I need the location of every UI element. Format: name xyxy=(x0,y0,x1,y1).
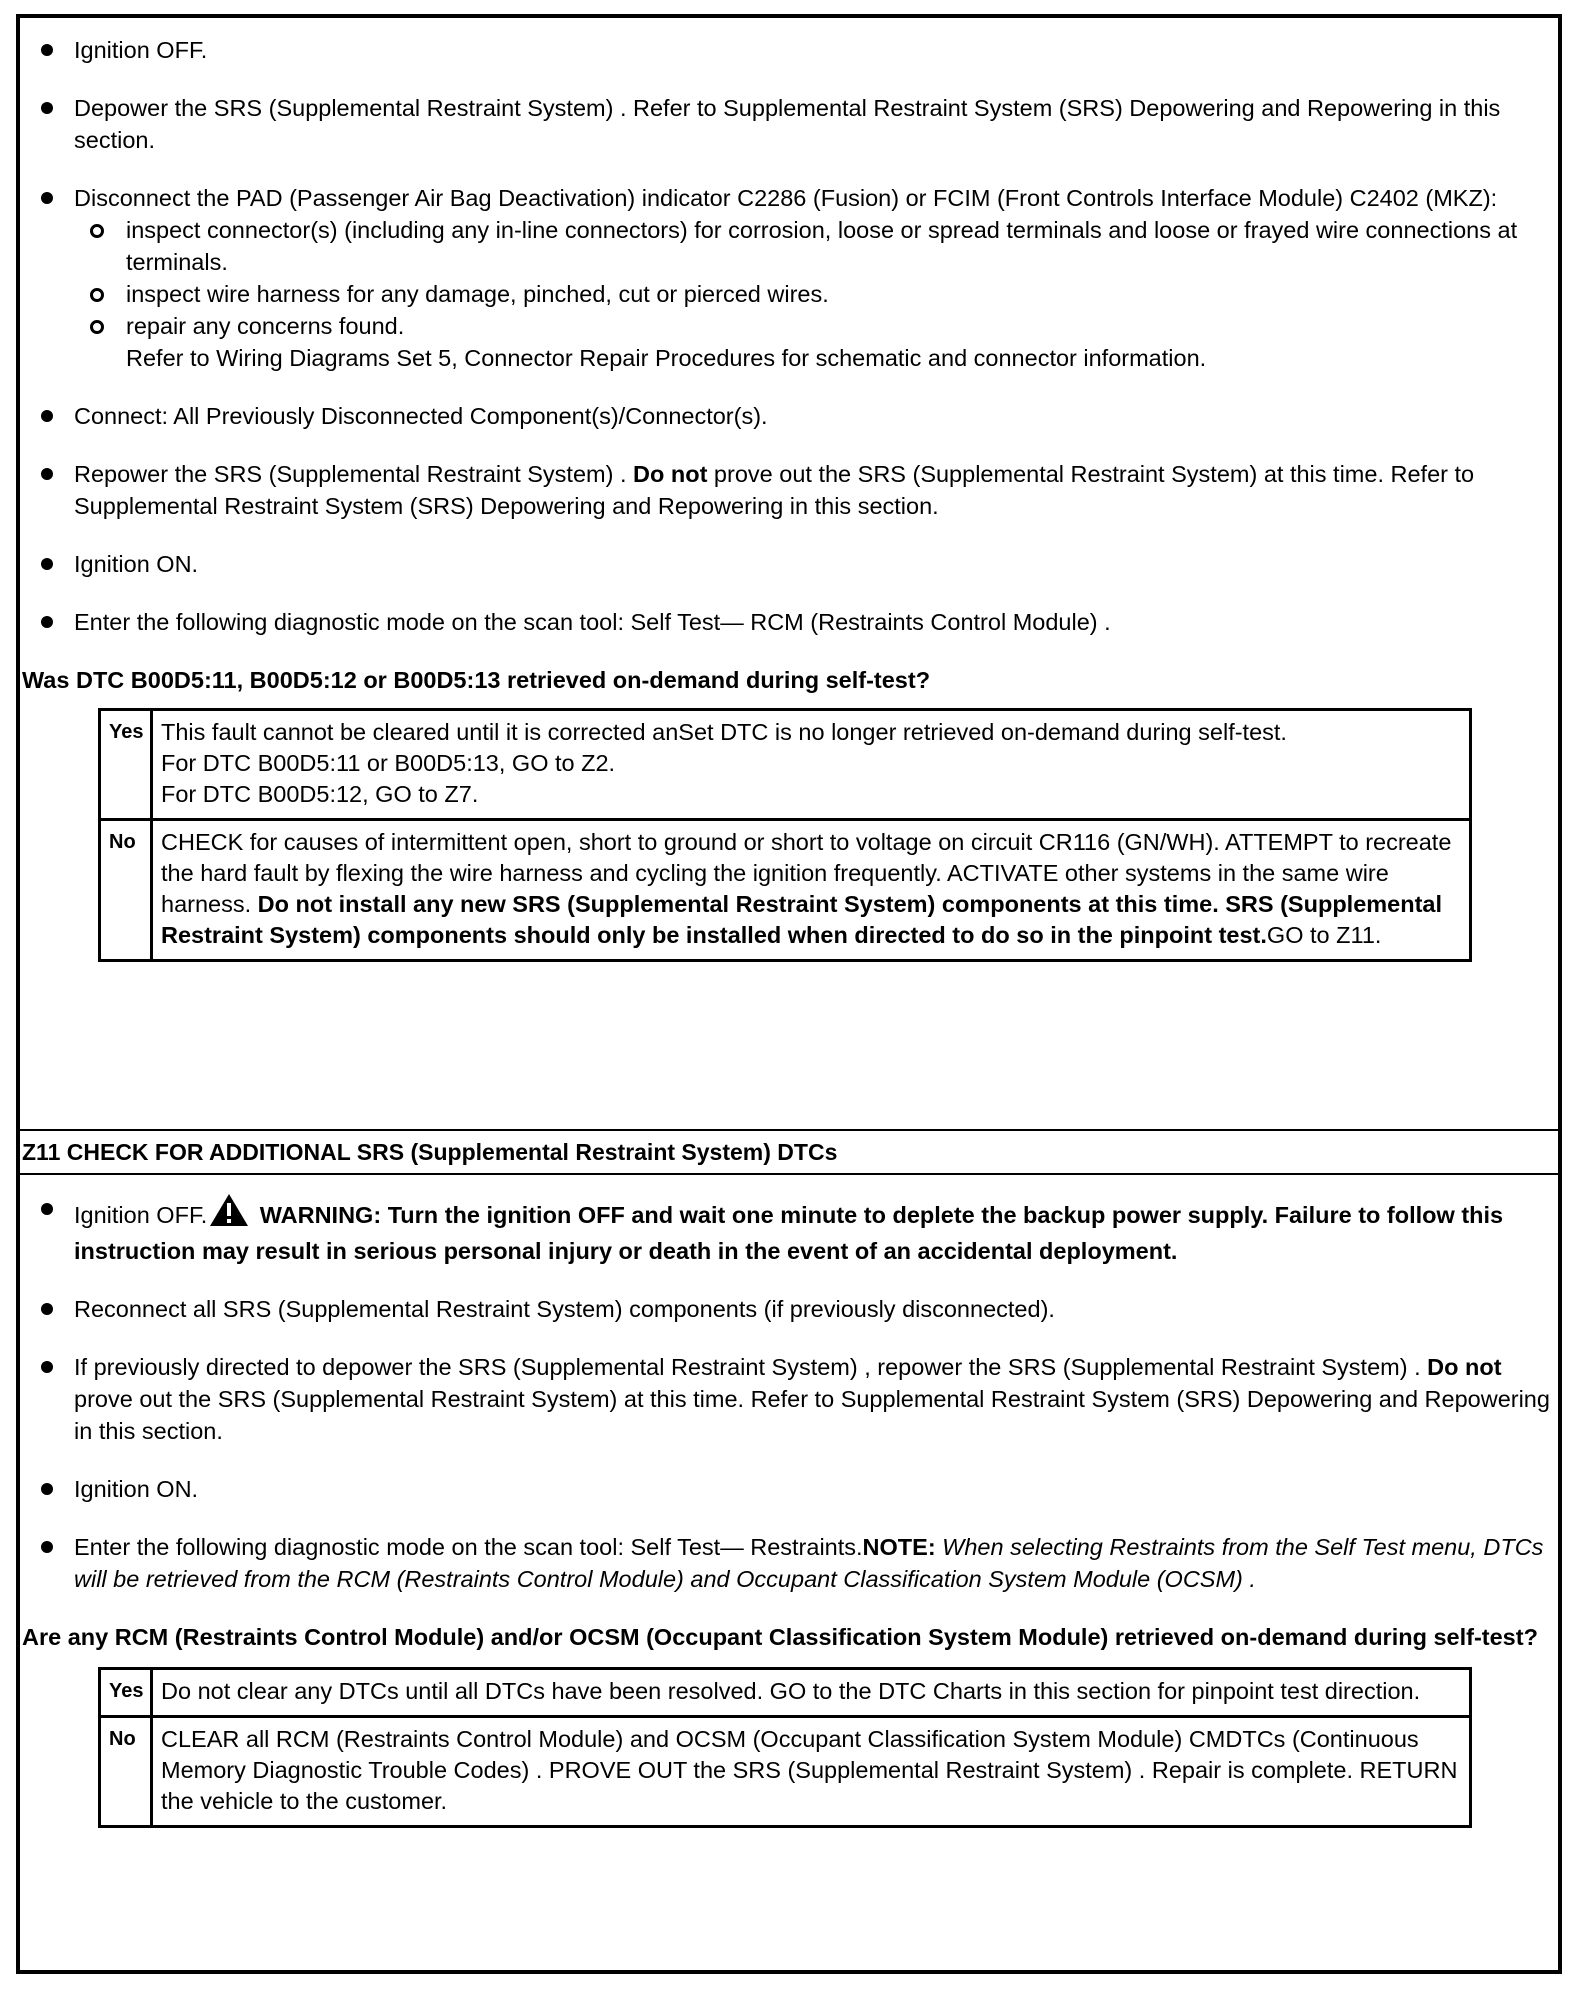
sub-item-text: repair any concerns found. xyxy=(126,313,405,339)
procedure-frame xyxy=(16,14,1562,1974)
answer-row-no xyxy=(100,820,1471,961)
warning-triangle-icon xyxy=(209,1193,249,1235)
bullet-text-pre: If previously directed to depower the SRS (Supplemental Restraint System) , repower the SRS (Supplemental Restraint System) . xyxy=(74,1354,1428,1380)
step-section-z11 xyxy=(20,1131,1558,1828)
answer-goto-z11[interactable]: GO to Z11. xyxy=(1266,922,1382,948)
bullet-repower-z11 xyxy=(20,1351,1558,1447)
bullet-icon xyxy=(41,558,53,570)
answer-row-yes xyxy=(100,1669,1471,1717)
bullet-icon xyxy=(41,102,53,114)
sub-item-text: inspect wire harness for any damage, pinched, cut or pierced wires. xyxy=(126,281,829,307)
bullet-ignition-on-z11 xyxy=(20,1473,1558,1505)
bullet-icon xyxy=(41,1303,53,1315)
bullet-icon xyxy=(41,1541,53,1553)
answer-table-1 xyxy=(98,708,1472,962)
bullet-ignition-off xyxy=(20,34,1558,66)
bullet-disconnect xyxy=(20,182,1558,374)
sub-item-repair xyxy=(74,310,1550,342)
answer-goto-z7[interactable]: For DTC B00D5:12, GO to Z7. xyxy=(161,781,479,807)
bullet-text: Connect: All Previously Disconnected Component(s)/Connector(s). xyxy=(74,403,768,429)
warning-text: WARNING: Turn the ignition OFF and wait one minute to deplete the backup power supply. Failure to follow this instruction may result in serious personal injury or death in the event of an accidental deployment. xyxy=(74,1202,1504,1264)
answer-goto-z2[interactable]: For DTC B00D5:11 or B00D5:13, GO to Z2. xyxy=(161,750,616,776)
wiring-diagram-reference[interactable]: Refer to Wiring Diagrams Set 5, Connector Repair Procedures for schematic and connector information. xyxy=(126,345,1207,371)
bullet-text-post: prove out the SRS (Supplemental Restraint System) at this time. Refer to Supplemental Restraint System (SRS) Depowering and Repowering in this section. xyxy=(74,461,1475,519)
bullet-warning xyxy=(20,1193,1558,1267)
step-header-z11: Z11 CHECK FOR ADDITIONAL SRS (Supplemental Restraint System) DTCs xyxy=(20,1131,1558,1175)
bullet-icon xyxy=(41,1203,53,1215)
bullet-icon xyxy=(41,410,53,422)
answer-no-text: CHECK for causes of intermittent open, short to ground or short to voltage on circuit CR116 (GN/WH). ATTEMPT to recreate the hard fault by flexing the wire harness and cycling the ignition frequently. ACTIVATE other systems in the same wire harness. xyxy=(161,829,1452,917)
bullet-icon xyxy=(41,44,53,56)
note-text: When selecting Restraints from the Self Test menu, DTCs will be retrieved from the RCM (Restraints Control Module) and Occupant Classification System Module (OCSM) . xyxy=(74,1534,1544,1592)
answer-label-yes: Yes xyxy=(100,1669,152,1717)
step-1-bullets xyxy=(20,34,1558,638)
bullet-text: Depower the SRS (Supplemental Restraint System) . Refer to Supplemental Restraint System (SRS) Depowering and Repowering in this section. xyxy=(74,95,1501,153)
bullet-text: Reconnect all SRS (Supplemental Restraint System) components (if previously disconnected). xyxy=(74,1296,1055,1322)
bullet-text-pre: Enter the following diagnostic mode on the scan tool: Self Test— Restraints. xyxy=(74,1534,863,1560)
bullet-text: Ignition ON. xyxy=(74,551,199,577)
bullet-text-bold: Do not xyxy=(1427,1354,1502,1380)
sub-bullet-icon xyxy=(90,320,104,334)
bullet-ignition-on xyxy=(20,548,1558,580)
bullet-self-test-restraints xyxy=(20,1531,1558,1595)
bullet-text: Disconnect the PAD (Passenger Air Bag Deactivation) indicator C2286 (Fusion) or FCIM (Front Controls Interface Module) C2402 (MKZ): xyxy=(74,185,1498,211)
bullet-reconnect xyxy=(20,1293,1558,1325)
question-1: Was DTC B00D5:11, B00D5:12 or B00D5:13 retrieved on-demand during self-test? xyxy=(22,667,931,693)
bullet-icon xyxy=(41,1361,53,1373)
answer-text-yes xyxy=(152,710,1471,820)
bullet-text: Enter the following diagnostic mode on the scan tool: Self Test— RCM (Restraints Control Module) . xyxy=(74,609,1111,635)
answer-row-yes xyxy=(100,710,1471,820)
answer-no-bold: Do not install any new SRS (Supplemental Restraint System) components at this time. SRS (Supplemental Restraint System) components should only be installed when directed to do so in the pinpoint test. xyxy=(161,891,1443,948)
bullet-self-test xyxy=(20,606,1558,638)
answer-text-no xyxy=(152,820,1471,961)
answer-label-yes: Yes xyxy=(100,710,152,820)
answer-label-no: No xyxy=(100,1717,152,1827)
bullet-icon xyxy=(41,1483,53,1495)
bullet-icon xyxy=(41,616,53,628)
sub-bullet-icon xyxy=(90,224,104,238)
bullet-text: Ignition OFF. xyxy=(74,37,208,63)
bullet-text-pre: Repower the SRS (Supplemental Restraint System) . xyxy=(74,461,634,487)
step-z11-bullets xyxy=(20,1193,1558,1595)
question-2: Are any RCM (Restraints Control Module) and/or OCSM (Occupant Classification System Module) retrieved on-demand during self-test? xyxy=(22,1624,1538,1650)
note-label: NOTE: xyxy=(862,1534,936,1560)
answer-row-no xyxy=(100,1717,1471,1827)
answer-text-no: CLEAR all RCM (Restraints Control Module) and OCSM (Occupant Classification System Module) CMDTCs (Continuous Memory Diagnostic Trouble Codes) . PROVE OUT the SRS (Supplemental Restraint System) . Repair is complete. RETURN the vehicle to the customer. xyxy=(152,1717,1471,1827)
sub-bullet-icon xyxy=(90,288,104,302)
bullet-text-bold: Do not xyxy=(633,461,708,487)
bullet-depower xyxy=(20,92,1558,156)
bullet-text: Ignition ON. xyxy=(74,1476,199,1502)
sub-item-connector xyxy=(74,214,1550,278)
inspect-sublist xyxy=(74,214,1550,342)
answer-table-2 xyxy=(98,1667,1472,1828)
answer-text-yes: Do not clear any DTCs until all DTCs have been resolved. GO to the DTC Charts in this section for pinpoint test direction. xyxy=(152,1669,1471,1717)
bullet-connect xyxy=(20,400,1558,432)
bullet-text: Ignition OFF. xyxy=(74,1202,208,1228)
bullet-repower xyxy=(20,458,1558,522)
sub-item-harness xyxy=(74,278,1550,310)
bullet-text-post: prove out the SRS (Supplemental Restraint System) at this time. Refer to Supplemental Restraint System (SRS) Depowering and Repowering in this section. xyxy=(74,1386,1550,1444)
answer-label-no: No xyxy=(100,820,152,961)
sub-item-text: inspect connector(s) (including any in-line connectors) for corrosion, loose or spread terminals and loose or frayed wire connections at terminals. xyxy=(126,217,1518,275)
answer-line: This fault cannot be cleared until it is corrected anSet DTC is no longer retrieved on-demand during self-test. xyxy=(161,719,1287,745)
bullet-icon xyxy=(41,192,53,204)
step-section-1 xyxy=(20,34,1558,1131)
bullet-icon xyxy=(41,468,53,480)
